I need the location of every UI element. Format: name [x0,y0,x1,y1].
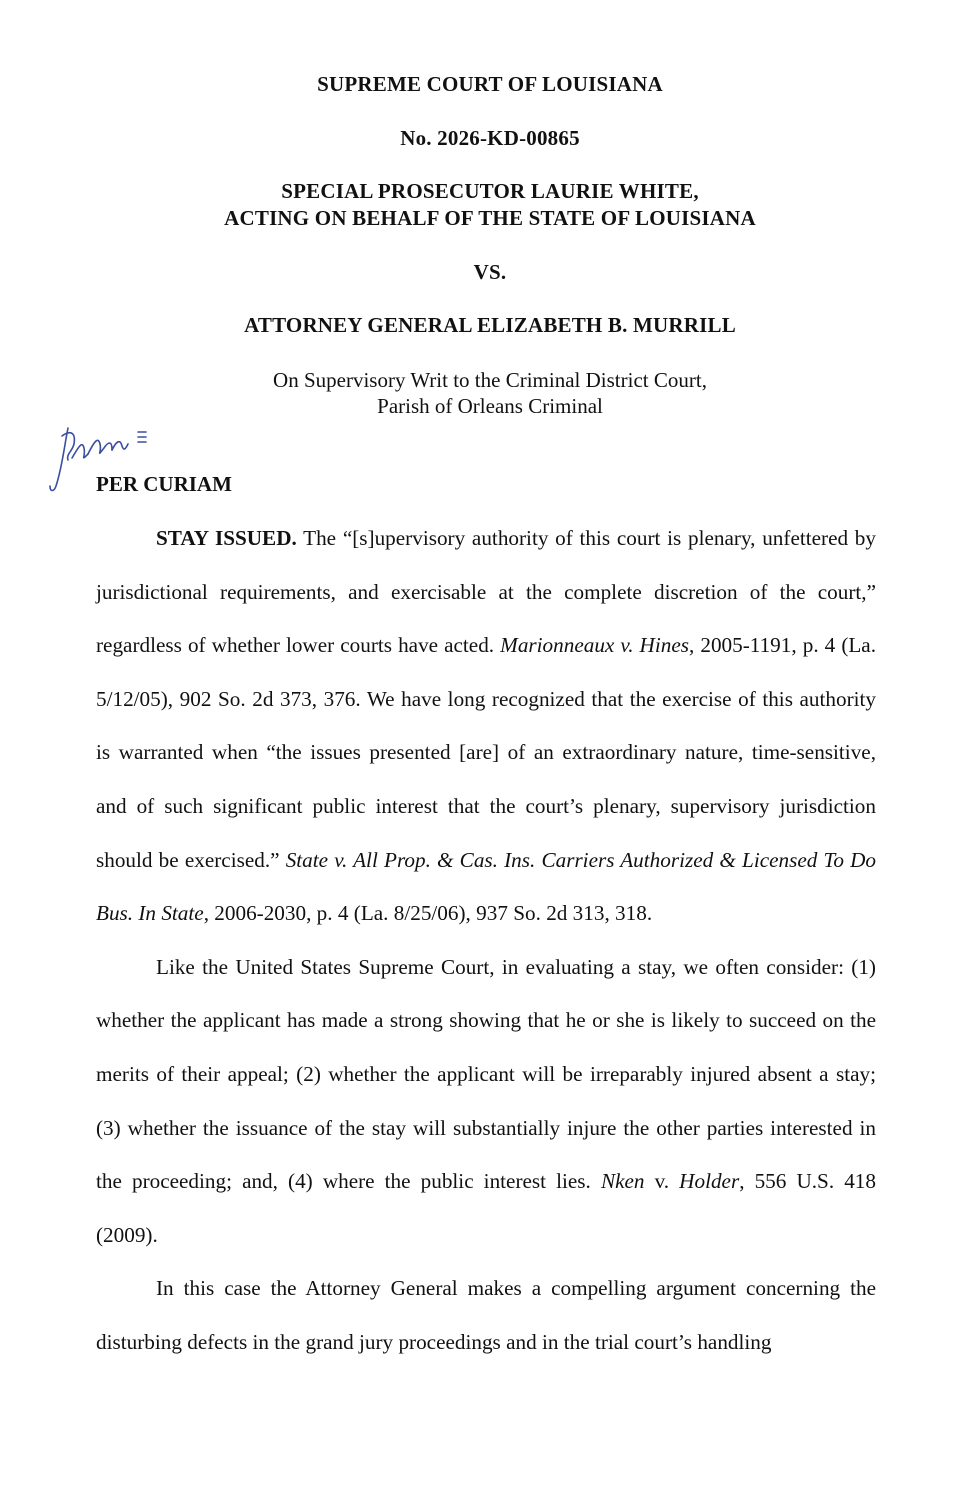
paragraph-stay-issued [96,512,876,941]
writ-line-1: On Supervisory Writ to the Criminal District Court, [273,368,707,392]
court-name: SUPREME COURT OF LOUISIANA [317,72,663,96]
writ-line-2: Parish of Orleans Criminal [377,394,603,418]
paragraph-text: Like the United States Supreme Court, in evaluating a stay, we often consider: (1) whether the applicant has made a strong showing that he or she is likely to succeed on the merits of their appeal; (2) whether the applicant will be irreparably injured absent a stay; (3) whether the issuance of the stay will substantially injure the other parties interested in the proceeding; and, (4) where the public interest lies. [96,954,876,1194]
party-one-line-2: ACTING ON BEHALF OF THE STATE OF LOUISIANA [224,206,756,230]
case-citation: Nken [600,1169,645,1194]
paragraph-text: , 2005-1191, p. 4 (La. 5/12/05), 902 So. 2d 373, 376. We have long recognized that the exercise of this authority is warranted when “the issues presented [are] of an extraordinary nature, time-sensitive, and of such significant public interest that the court’s plenary, supervisory jurisdiction should be exercised.” [96,633,877,872]
party-two: ATTORNEY GENERAL ELIZABETH B. MURRILL [244,313,736,337]
opinion-body [96,512,876,1370]
docket-number: No. 2026-KD-00865 [400,126,580,150]
paragraph-text: The “[s]upervisory authority of this court is plenary, unfettered by jurisdictional requirements, and exercisable at the complete discretion of the court,” regardless of whether lower courts have acted. [96,526,876,658]
paragraph-text: v. [644,1169,680,1194]
case-citation: Marionneaux v. Hines [500,633,689,658]
case-citation: Holder [679,1169,740,1194]
stay-issued-label: STAY ISSUED. [156,526,297,550]
party-one-line-1: SPECIAL PROSECUTOR LAURIE WHITE, [281,179,699,203]
case-citation: State v. All Prop. & Cas. Ins. Carriers Authorized & Licensed To Do Bus. In State [96,847,876,926]
paragraph-text: , 2006-2030, p. 4 (La. 8/25/06), 937 So. 2d 313, 318. [203,901,653,926]
paragraph-text: , 556 U.S. 418 (2009). [96,1169,876,1247]
paragraph-text: In this case the Attorney General makes a compelling argument concerning the disturbing defects in the grand jury proceedings and in the trial court’s handling [96,1276,876,1354]
per-curiam-heading: PER CURIAM [96,472,232,496]
versus-label: VS. [473,260,507,284]
paragraph-stay-factors [96,941,876,1263]
paragraph-attorney-general [96,1262,876,1369]
